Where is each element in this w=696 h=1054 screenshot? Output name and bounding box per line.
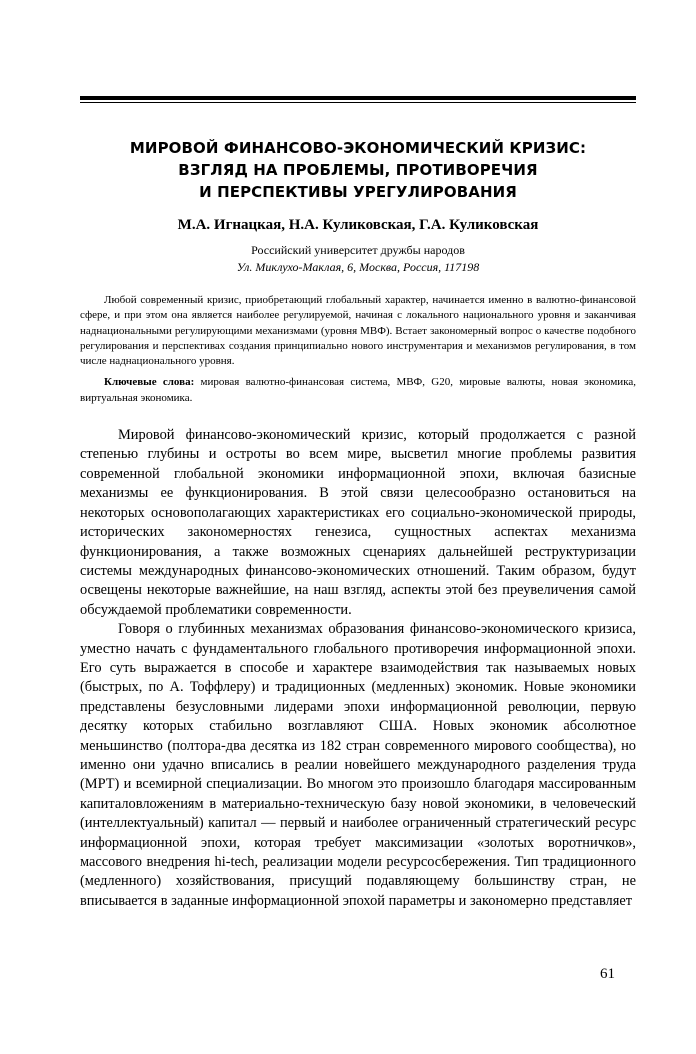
body-paragraph: Говоря о глубинных механизмах образования финансово-экономического кризиса, уместно начать с фундаментального глобального противоречия информационной эпохи. Его суть выражается в способе и характере взаимодействия так называемых новых (быстрых, по А. Тоффлеру) и традиционных (медленных) экономик. Новые экономики представлены безусловными лидерами эпохи информационной революции, первую десятку которых стабильно возглавляют США. Новых экономик абсолютное меньшинство (полтора-два десятка из 182 стран современного мирового сообщества), но именно они удачно вписались в реалии новейшего международного разделения труда (МРТ) и всемирной специализации. Во многом это произошло благодаря массированным капиталовложениям в материально-техническую базу новой экономики, в человеческий (интеллектуальный) капитал — первый и наиболее ограниченный стратегический ресурс информационной эпохи, которая требует максимизации «золотых воротничков», массового внедрения hi-tech, реализации модели ресурсосбережения. Тип традиционного (медленного) хозяйствования, присущий подавляющему большинству стран, не вписывается в заданные информационной эпохой параметры и закономерно представляет	[80, 621, 636, 909]
authors: М.А. Игнацкая, Н.А. Куликовская, Г.А. Куликовская	[177, 217, 539, 233]
affiliation: Российский университет дружбы народов	[251, 243, 465, 257]
affiliation-block	[80, 242, 636, 276]
title-line: ВЗГЛЯД НА ПРОБЛЕМЫ, ПРОТИВОРЕЧИЯ	[178, 161, 538, 179]
header-rule-thin	[80, 102, 636, 103]
keywords-label: Ключевые слова:	[104, 376, 195, 389]
page-number: 61	[600, 966, 615, 982]
header-rule-thick	[80, 96, 636, 100]
title-line: И ПЕРСПЕКТИВЫ УРЕГУЛИРОВАНИЯ	[199, 183, 517, 201]
address: Ул. Миклухо-Маклая, 6, Москва, Россия, 117198	[236, 260, 480, 274]
body-text	[80, 426, 636, 911]
body-paragraph: Мировой финансово-экономический кризис, который продолжается с разной степенью глубины и остроты во всем мире, высветил многие проблемы развития современной глобальной экономики информационной эпохи, включая базисные механизмы ее функционирования. В этой связи целесообразно остановиться на некоторых основополагающих характеристиках его социально-экономической природы, исторических закономерностях генезиса, сущностных аспектах механизма функционирования, а также возможных сценариях дальнейшей реструктуризации системы международных финансово-экономических отношений. Таким образом, будут освещены некоторые важнейшие, на наш взгляд, аспекты этой без преувеличения самой обсуждаемой проблематики современности.	[80, 427, 636, 618]
journal-page	[80, 96, 636, 911]
keywords	[80, 375, 636, 406]
abstract: Любой современный кризис, приобретающий глобальный характер, начинается именно в валютно-финансовой сфере, и при этом она является наиболее регулируемой, начиная с локального национального уровня и заканчивая наднациональными регулирующими механизмами (уровня МВФ). Встает закономерный вопрос о качестве подобного регулирования и перспективах создания принципиально нового инструментария и механизмов регулирования, в том числе наднационального уровня.	[80, 294, 636, 368]
article-title	[80, 137, 636, 203]
keywords-list: мировая валютно-финансовая система, МВФ, G20, мировые валюты, новая экономика, виртуальная экономика.	[80, 376, 637, 404]
title-line: МИРОВОЙ ФИНАНСОВО-ЭКОНОМИЧЕСКИЙ КРИЗИС:	[129, 139, 587, 157]
